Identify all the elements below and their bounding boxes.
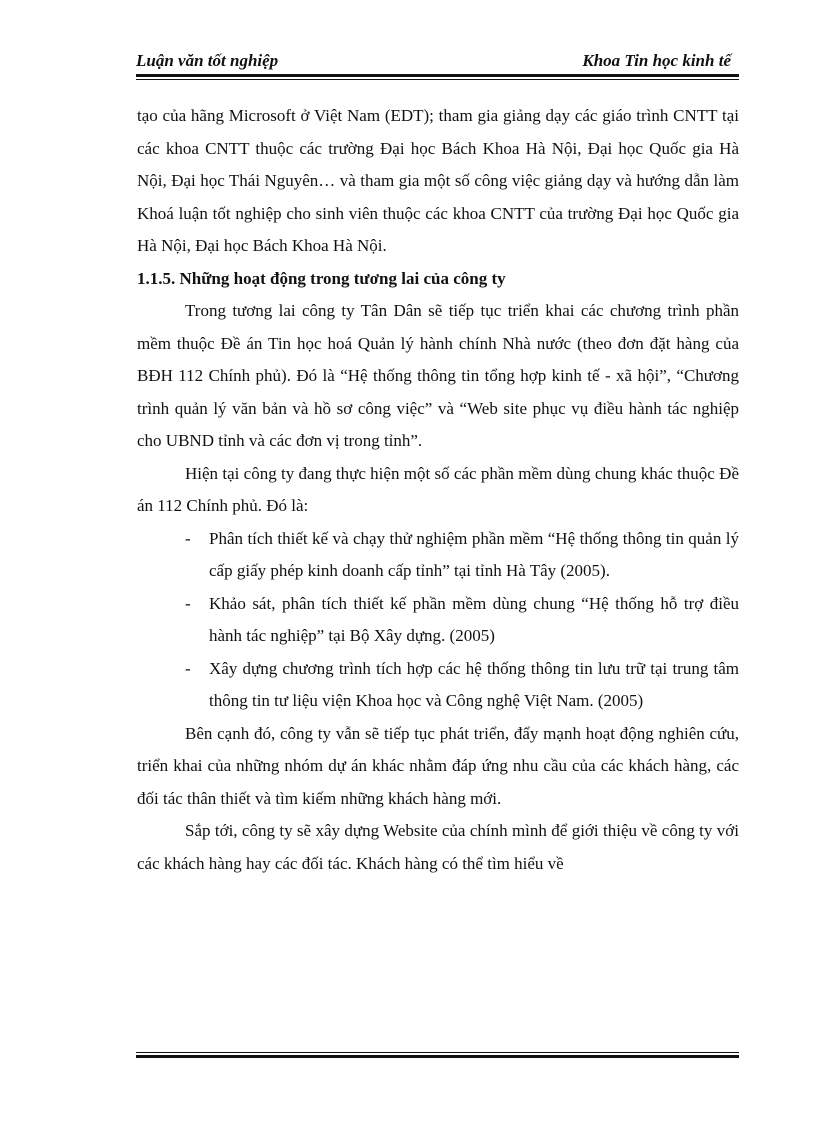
header-rule-thin bbox=[136, 79, 739, 80]
list-item bbox=[137, 588, 739, 653]
paragraph-continuation: tạo của hãng Microsoft ở Việt Nam (EDT); tham gia giảng dạy các giáo trình CNTT tại các khoa CNTT thuộc các trường Đại học Bách Khoa Hà Nội, Đại học Quốc gia Hà Nội, Đại học Thái Nguyên… và tham gia một số công việc giảng dạy và hướng dẫn làm Khoá luận tốt nghiệp cho sinh viên thuộc các khoa CNTT của trường Đại học Quốc gia Hà Nội, Đại học Bách Khoa Hà Nội. bbox=[137, 106, 739, 255]
footer-rule-thick bbox=[136, 1055, 739, 1058]
page-header bbox=[136, 50, 739, 72]
project-list bbox=[137, 523, 739, 718]
bullet-dash: - bbox=[185, 528, 191, 548]
footer-rule-thin bbox=[136, 1052, 739, 1053]
bullet-dash: - bbox=[185, 593, 191, 613]
list-item bbox=[137, 653, 739, 718]
list-item bbox=[137, 523, 739, 588]
paragraph-website: Sắp tới, công ty sẽ xây dựng Website của chính mình để giới thiệu về công ty với các khách hàng hay các đối tác. Khách hàng có thể tìm hiểu về bbox=[137, 821, 739, 873]
paragraph-development: Bên cạnh đó, công ty vẫn sẽ tiếp tục phát triển, đẩy mạnh hoạt động nghiên cứu, triển khai của những nhóm dự án khác nhằm đáp ứng nhu cầu của các khách hàng, các đối tác thân thiết và tìm kiếm những khách hàng mới. bbox=[137, 723, 739, 808]
bullet-dash: - bbox=[185, 658, 191, 678]
list-item-text: Xây dựng chương trình tích hợp các hệ thống thông tin lưu trữ tại trung tâm thông tin tư liệu viện Khoa học và Công nghệ Việt Nam. (2005) bbox=[209, 658, 739, 710]
paragraph-current-projects: Hiện tại công ty đang thực hiện một số các phần mềm dùng chung khác thuộc Đề án 112 Chính phủ. Đó là: bbox=[137, 463, 739, 515]
header-rule-thick bbox=[136, 74, 739, 77]
list-item-text: Khảo sát, phân tích thiết kế phần mềm dùng chung “Hệ thống hỗ trợ điều hành tác nghiệp” tại Bộ Xây dựng. (2005) bbox=[209, 593, 739, 645]
header-thesis-title: Luận văn tốt nghiệp bbox=[136, 51, 279, 70]
paragraph-future-plans: Trong tương lai công ty Tân Dân sẽ tiếp tục triển khai các chương trình phần mềm thuộc Đề án Tin học hoá Quản lý hành chính Nhà nước (theo đơn đặt hàng của BĐH 112 Chính phủ). Đó là “Hệ thống thông tin tổng hợp kinh tế - xã hội”, “Chương trình quản lý văn bản và hồ sơ công việc” và “Web site phục vụ điều hành tác nghiệp cho UBND tỉnh và các đơn vị trong tỉnh”. bbox=[137, 301, 739, 450]
section-heading: 1.1.5. Những hoạt động trong tương lai của công ty bbox=[137, 268, 506, 288]
header-faculty: Khoa Tin học kinh tế bbox=[582, 51, 731, 70]
document-body bbox=[137, 100, 739, 880]
list-item-text: Phân tích thiết kế và chạy thử nghiệm phần mềm “Hệ thống thông tin quản lý cấp giấy phép kinh doanh cấp tỉnh” tại tỉnh Hà Tây (2005). bbox=[209, 528, 739, 580]
